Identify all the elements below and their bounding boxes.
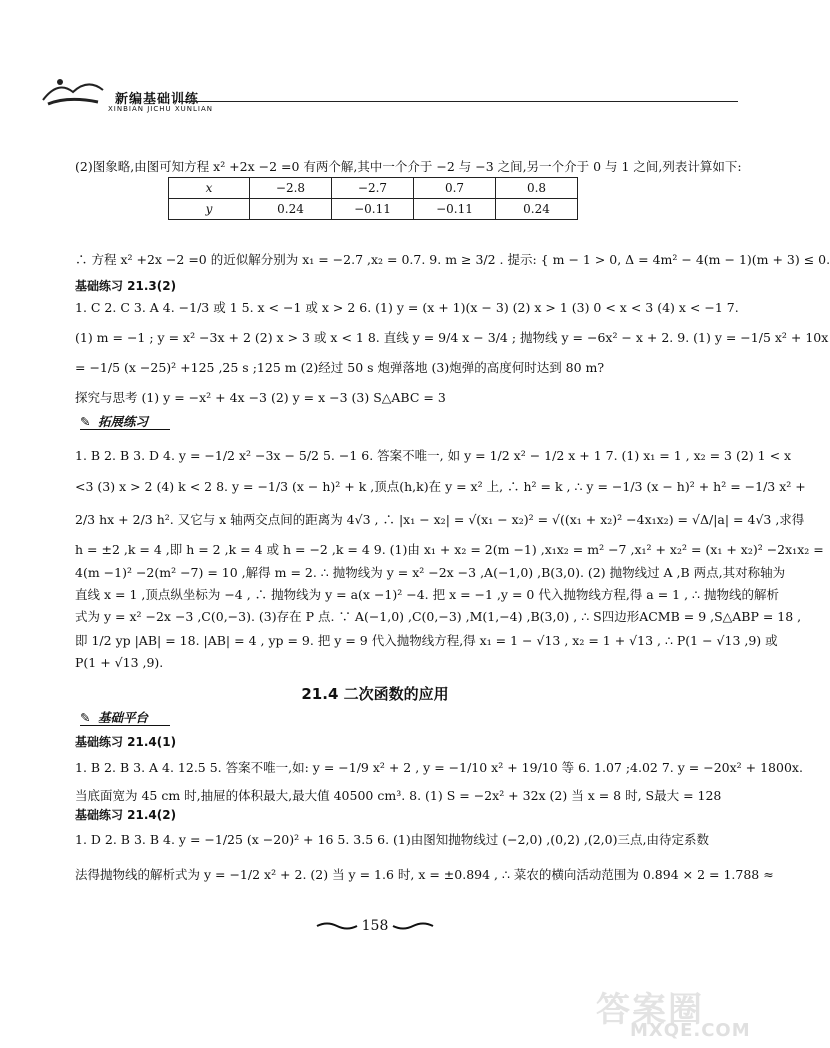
text-line: (1) m = −1 ; y = x² −3x + 2 (2) x > 3 或 x < 1 8. 直线 y = 9/4 x − 3/4 ; 抛物线 y = −6x² − x + 2. 9. (1) y = −1/5 x² + 10x: [75, 330, 829, 345]
text-line: = −1/5 (x −25)² +125 ,25 s ;125 m (2)经过 50 s 炮弹落地 (3)炮弹的高度何时达到 80 m?: [75, 360, 605, 375]
page-number: 158: [0, 918, 750, 934]
table-cell: −0.11: [332, 199, 414, 220]
page-header: [0, 0, 750, 113]
left-ornament-icon: [317, 921, 357, 931]
table-row: [169, 178, 578, 199]
table-cell: 0.24: [250, 199, 332, 220]
text-line: 式为 y = x² −2x −3 ,C(0,−3). (3)存在 P 点. ∵ A(−1,0) ,C(0,−3) ,M(1,−4) ,B(3,0) , ∴ S四边形ACMB = 9 ,S△ABP = 18 ,: [75, 609, 802, 624]
text-line: h = ±2 ,k = 4 ,即 h = 2 ,k = 4 或 h = −2 ,k = 4 9. (1)由 x₁ + x₂ = 2(m −1) ,x₁x₂ = m² −7 ,x₁² + x₂² = (x₁ + x₂)² −2x₁x₂ =: [75, 542, 824, 557]
text-line: 1. B 2. B 3. A 4. 12.5 5. 答案不唯一,如: y = −1/9 x² + 2 , y = −1/10 x² + 19/10 等 6. 1.07 ;4.02 7. y = −20x² + 1800x.: [75, 760, 803, 775]
section-tag: ✎ 拓展练习: [80, 412, 148, 430]
subsection-heading: 基础练习 21.3(2): [75, 279, 177, 293]
watermark-url: MXQE.COM: [630, 1020, 751, 1041]
table-cell: x: [169, 178, 250, 199]
text-line: P(1 + √13 ,9).: [75, 655, 164, 670]
table-row: [169, 199, 578, 220]
watermark-logo: 答案圈: [596, 990, 704, 1030]
text-line: 当底面宽为 45 cm 时,抽屉的体积最大,最大值 40500 cm³. 8. (1) S = −2x² + 32x (2) 当 x = 8 时, S最大 = 128: [75, 788, 722, 803]
table-cell: −2.7: [332, 178, 414, 199]
pen-icon: ✎: [80, 414, 91, 429]
text-line: <3 (3) x > 2 (4) k < 2 8. y = −1/3 (x − h)² + k ,顶点(h,k)在 y = x² 上, ∴ h² = k , ∴ y = −1/3 (x − h)² + h² = −1/3 x² +: [75, 479, 806, 494]
pen-icon: ✎: [80, 710, 91, 725]
table-cell: 0.8: [496, 178, 578, 199]
book-subtitle: XINBIAN JICHU XUNLIAN: [108, 105, 213, 113]
book-title: 新编基础训练: [115, 92, 200, 107]
table-cell: 0.7: [414, 178, 496, 199]
subsection-heading: 基础练习 21.4(1): [75, 735, 177, 749]
subsection-heading: 基础练习 21.4(2): [75, 808, 177, 822]
header-rule: [178, 101, 738, 102]
table-cell: −2.8: [250, 178, 332, 199]
table-cell: y: [169, 199, 250, 220]
text-line: 直线 x = 1 ,顶点纵坐标为 −4 , ∴ 抛物线为 y = a(x −1)² −4. 把 x = −1 ,y = 0 代入抛物线方程,得 a = 1 , ∴ 抛物线的解析: [75, 587, 779, 602]
table-cell: 0.24: [496, 199, 578, 220]
text-line: 2/3 hx + 2/3 h². 又它与 x 轴两交点间的距离为 4√3 , ∴ |x₁ − x₂| = √(x₁ − x₂)² = √((x₁ + x₂)² −4x₁x₂) = √Δ/|a| = 4√3 ,求得: [75, 512, 805, 527]
text-line: 1. C 2. C 3. A 4. −1/3 或 1 5. x < −1 或 x > 2 6. (1) y = (x + 1)(x − 3) (2) x > 1 (3) 0 < x < 3 (4) x < −1 7.: [75, 300, 739, 315]
text-line: ∴ 方程 x² +2x −2 =0 的近似解分别为 x₁ = −2.7 ,x₂ = 0.7. 9. m ≥ 3/2 . 提示: { m − 1 > 0, Δ = 4m² − 4(m − 1)(m + 3) ≤ 0.: [75, 252, 830, 267]
text-line: 1. B 2. B 3. D 4. y = −1/2 x² −3x − 5/2 5. −1 6. 答案不唯一, 如 y = 1/2 x² − 1/2 x + 1 7. (1) x₁ = 1 , x₂ = 3 (2) 1 < x: [75, 448, 792, 463]
text-line: (2)图象略,由图可知方程 x² +2x −2 =0 有两个解,其中一个介于 −2 与 −3 之间,另一个介于 0 与 1 之间,列表计算如下:: [75, 159, 742, 174]
right-ornament-icon: [393, 921, 433, 931]
text-line: 法得抛物线的解析式为 y = −1/2 x² + 2. (2) 当 y = 1.6 时, x = ±0.894 , ∴ 菜农的横向活动范围为 0.894 × 2 = 1.788 ≈: [75, 867, 774, 882]
text-line: 探究与思考 (1) y = −x² + 4x −3 (2) y = x −3 (3) S△ABC = 3: [75, 390, 446, 405]
text-line: 1. D 2. B 3. B 4. y = −1/25 (x −20)² + 16 5. 3.5 6. (1)由图知抛物线过 (−2,0) ,(0,2) ,(2,0)三点,由待定系数: [75, 832, 709, 847]
table-cell: −0.11: [414, 199, 496, 220]
section-tag: ✎ 基础平台: [80, 708, 148, 726]
text-line: 4(m −1)² −2(m² −7) = 10 ,解得 m = 2. ∴ 抛物线为 y = x² −2x −3 ,A(−1,0) ,B(3,0). (2) 抛物线过 A ,B 两点,其对称轴为: [75, 565, 786, 580]
book-logo-icon: [38, 70, 108, 110]
section-title: 21.4 二次函数的应用: [301, 685, 449, 703]
value-table: [168, 177, 578, 220]
text-line: 即 1/2 yp |AB| = 18. |AB| = 4 , yp = 9. 把 y = 9 代入抛物线方程,得 x₁ = 1 − √13 , x₂ = 1 + √13 , ∴ P(1 − √13 ,9) 或: [75, 633, 778, 648]
